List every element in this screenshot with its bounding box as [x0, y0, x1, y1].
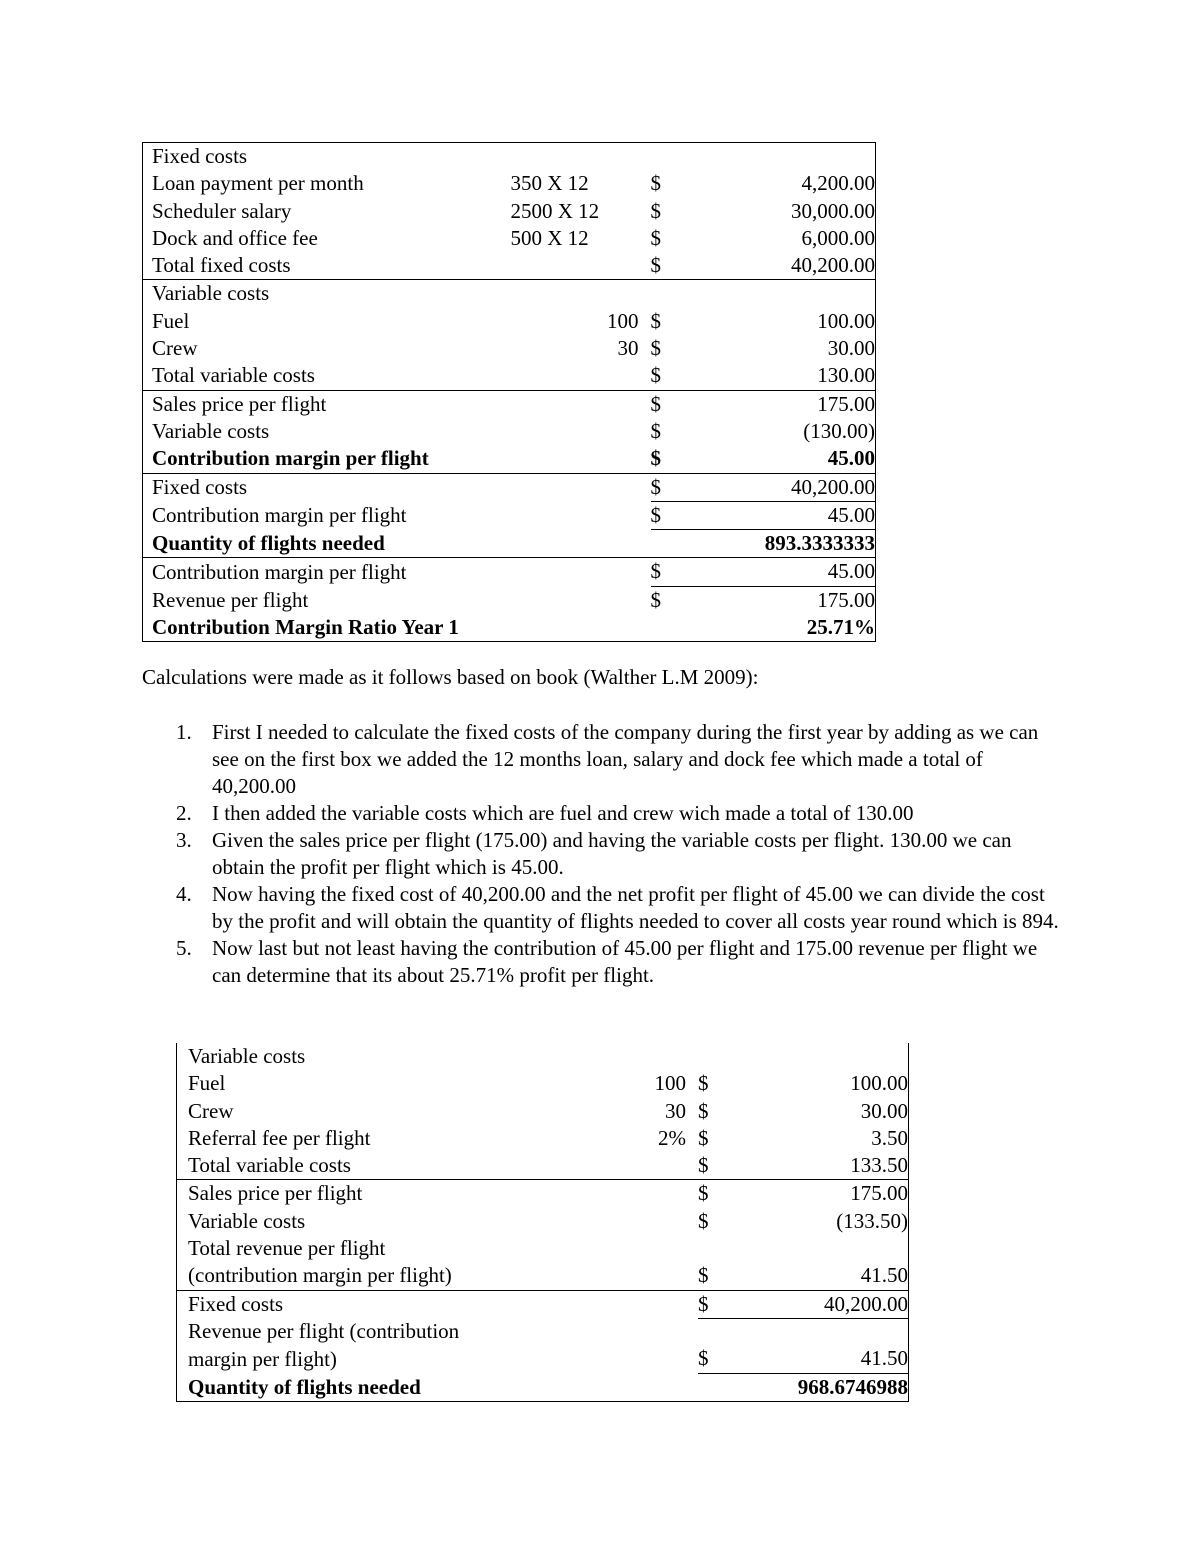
list-text: Given the sales price per flight (175.00) and having the variable costs per flight. 130.00 we can obtain the profit per flight which is 45.00. [212, 828, 1012, 879]
list-text: First I needed to calculate the fixed costs of the company during the first year by adding as we can see on the first box we added the 12 months loan, salary and dock fee which made a total of 40,200.00 [212, 720, 1039, 798]
variable-costs-table [176, 1043, 909, 1402]
row-amount: 175.00 [701, 390, 876, 418]
currency-symbol: $ [698, 1263, 709, 1288]
table-row [177, 1318, 909, 1373]
intro-paragraph: Calculations were made as it follows based on book (Walther L.M 2009): [142, 665, 759, 689]
row-label: Total variable costs [188, 1153, 351, 1178]
row-amount: 130.00 [817, 363, 875, 388]
currency-symbol: $ [698, 1290, 758, 1318]
row-amount: 45.00 [827, 446, 875, 471]
list-number: 1. [176, 720, 192, 744]
currency-symbol: $ [698, 1318, 758, 1373]
currency-symbol: $ [651, 390, 701, 418]
currency-symbol: $ [650, 446, 661, 471]
table-row [143, 473, 876, 501]
table-row [177, 1373, 909, 1401]
row-label: Revenue per flight [152, 587, 309, 612]
table-row [143, 143, 876, 171]
row-amount: (133.50) [836, 1208, 908, 1233]
row-amount: 175.00 [817, 587, 875, 612]
row-formula: 350 X 12 [510, 171, 589, 196]
currency-symbol: $ [650, 336, 661, 361]
row-amount: 25.71% [806, 615, 875, 640]
row-quantity: 30 [617, 336, 639, 361]
table-row [143, 558, 876, 586]
row-formula: 2500 X 12 [510, 198, 600, 223]
table-row [177, 1208, 909, 1235]
currency-symbol: $ [651, 501, 701, 529]
table-row [177, 1290, 909, 1318]
row-label: (contribution margin per flight) [188, 1263, 452, 1288]
row-label: Crew [152, 336, 198, 361]
table-row [143, 335, 876, 362]
row-label: Revenue per flight (contribution margin per flight) [188, 1319, 460, 1371]
currency-symbol: $ [651, 558, 701, 586]
row-label: Crew [188, 1098, 234, 1123]
list-number: 5. [176, 936, 192, 960]
row-quantity: 100 [654, 1071, 686, 1096]
table-row [143, 198, 876, 225]
row-amount: 100.00 [817, 308, 875, 333]
currency-symbol: $ [650, 363, 661, 388]
table-row [143, 280, 876, 308]
table-row [177, 1070, 909, 1097]
table-row [143, 501, 876, 529]
table-row [143, 170, 876, 197]
row-label: Variable costs [143, 280, 511, 308]
row-amount: 41.50 [758, 1318, 909, 1373]
table-row [177, 1098, 909, 1125]
table-row [143, 362, 876, 390]
list-item [142, 881, 1062, 935]
list-item [142, 719, 1062, 800]
steps-list [142, 719, 1062, 989]
table-row [143, 418, 876, 445]
row-amount: 45.00 [701, 558, 876, 586]
currency-symbol: $ [650, 308, 661, 333]
row-amount: 175.00 [758, 1180, 909, 1208]
row-amount: 30,000.00 [791, 198, 875, 223]
currency-symbol: $ [698, 1153, 709, 1178]
list-item [142, 935, 1062, 989]
table-row [143, 252, 876, 280]
row-amount: 968.6746988 [797, 1374, 908, 1399]
row-label: Fixed costs [143, 473, 511, 501]
row-label: Contribution margin per flight [152, 446, 429, 471]
table-row [177, 1180, 909, 1208]
row-label: Sales price per flight [177, 1180, 629, 1208]
currency-symbol: $ [650, 225, 661, 250]
row-label: Quantity of flights needed [152, 531, 385, 556]
fixed-costs-table [142, 142, 876, 642]
currency-symbol: $ [651, 473, 701, 501]
row-amount: 133.50 [850, 1153, 908, 1178]
currency-symbol: $ [698, 1071, 709, 1096]
list-number: 2. [176, 801, 192, 825]
row-amount: 40,200.00 [791, 253, 875, 278]
row-formula: 500 X 12 [510, 225, 589, 250]
list-item [142, 800, 1062, 827]
table-row [143, 586, 876, 614]
row-label: Fixed costs [152, 144, 248, 168]
row-label: Quantity of flights needed [188, 1374, 421, 1399]
currency-symbol: $ [650, 253, 661, 278]
row-label: Contribution Margin Ratio Year 1 [152, 615, 459, 640]
table-row [177, 1235, 909, 1262]
row-label: Fuel [188, 1071, 226, 1096]
table-row [143, 614, 876, 642]
row-label: Loan payment per month [152, 171, 364, 196]
table-row [177, 1152, 909, 1180]
row-label: Fixed costs [177, 1290, 629, 1318]
row-label: Total revenue per flight [188, 1236, 386, 1261]
table-row [143, 445, 876, 473]
list-text: Now having the fixed cost of 40,200.00 and the net profit per flight of 45.00 we can divide the cost by the profit and will obtain the quantity of flights needed to cover all costs year round which is 894. [212, 882, 1059, 933]
row-amount: 40,200.00 [701, 473, 876, 501]
row-label: Variable costs [188, 1208, 306, 1233]
row-amount: 3.50 [871, 1125, 908, 1150]
row-quantity: 30 [665, 1098, 686, 1123]
row-amount: 45.00 [701, 501, 876, 529]
table-row [177, 1043, 909, 1070]
row-label: Scheduler salary [152, 198, 292, 223]
row-label: Fuel [152, 308, 190, 333]
currency-symbol: $ [650, 171, 661, 196]
row-label: Contribution margin per flight [143, 558, 511, 586]
row-label: Referral fee per flight [188, 1125, 371, 1150]
row-quantity: 100 [607, 308, 639, 333]
list-number: 3. [176, 828, 192, 852]
row-label: Variable costs [188, 1044, 306, 1068]
row-quantity: 2% [658, 1125, 686, 1150]
row-amount: 30.00 [827, 336, 875, 361]
table-row [143, 390, 876, 418]
currency-symbol: $ [698, 1208, 709, 1233]
table-row [143, 308, 876, 335]
row-amount: 40,200.00 [758, 1290, 909, 1318]
list-text: Now last but not least having the contribution of 45.00 per flight and 175.00 revenue per flight we can determine that its about 25.71% profit per flight. [212, 936, 1038, 987]
row-amount: 4,200.00 [801, 171, 875, 196]
currency-symbol: $ [650, 198, 661, 223]
table-row [143, 530, 876, 558]
row-amount: 41.50 [860, 1263, 908, 1288]
row-amount: 6,000.00 [801, 225, 875, 250]
row-amount: (130.00) [803, 418, 875, 443]
row-amount: 893.3333333 [764, 531, 875, 556]
currency-symbol: $ [698, 1125, 709, 1150]
table-row [177, 1125, 909, 1152]
row-label: Contribution margin per flight [152, 503, 407, 528]
row-label: Total fixed costs [152, 253, 291, 278]
row-amount: 100.00 [850, 1071, 908, 1096]
row-label: Total variable costs [152, 363, 315, 388]
list-text: I then added the variable costs which are fuel and crew wich made a total of 130.00 [212, 801, 914, 825]
currency-symbol: $ [650, 587, 661, 612]
currency-symbol: $ [650, 418, 661, 443]
table-row [143, 225, 876, 252]
row-label: Dock and office fee [152, 225, 318, 250]
list-number: 4. [176, 882, 192, 906]
list-item [142, 827, 1062, 881]
row-amount: 30.00 [860, 1098, 908, 1123]
currency-symbol: $ [698, 1098, 709, 1123]
table-row [177, 1262, 909, 1290]
currency-symbol: $ [698, 1180, 758, 1208]
row-label: Sales price per flight [143, 390, 511, 418]
row-label: Variable costs [152, 418, 270, 443]
